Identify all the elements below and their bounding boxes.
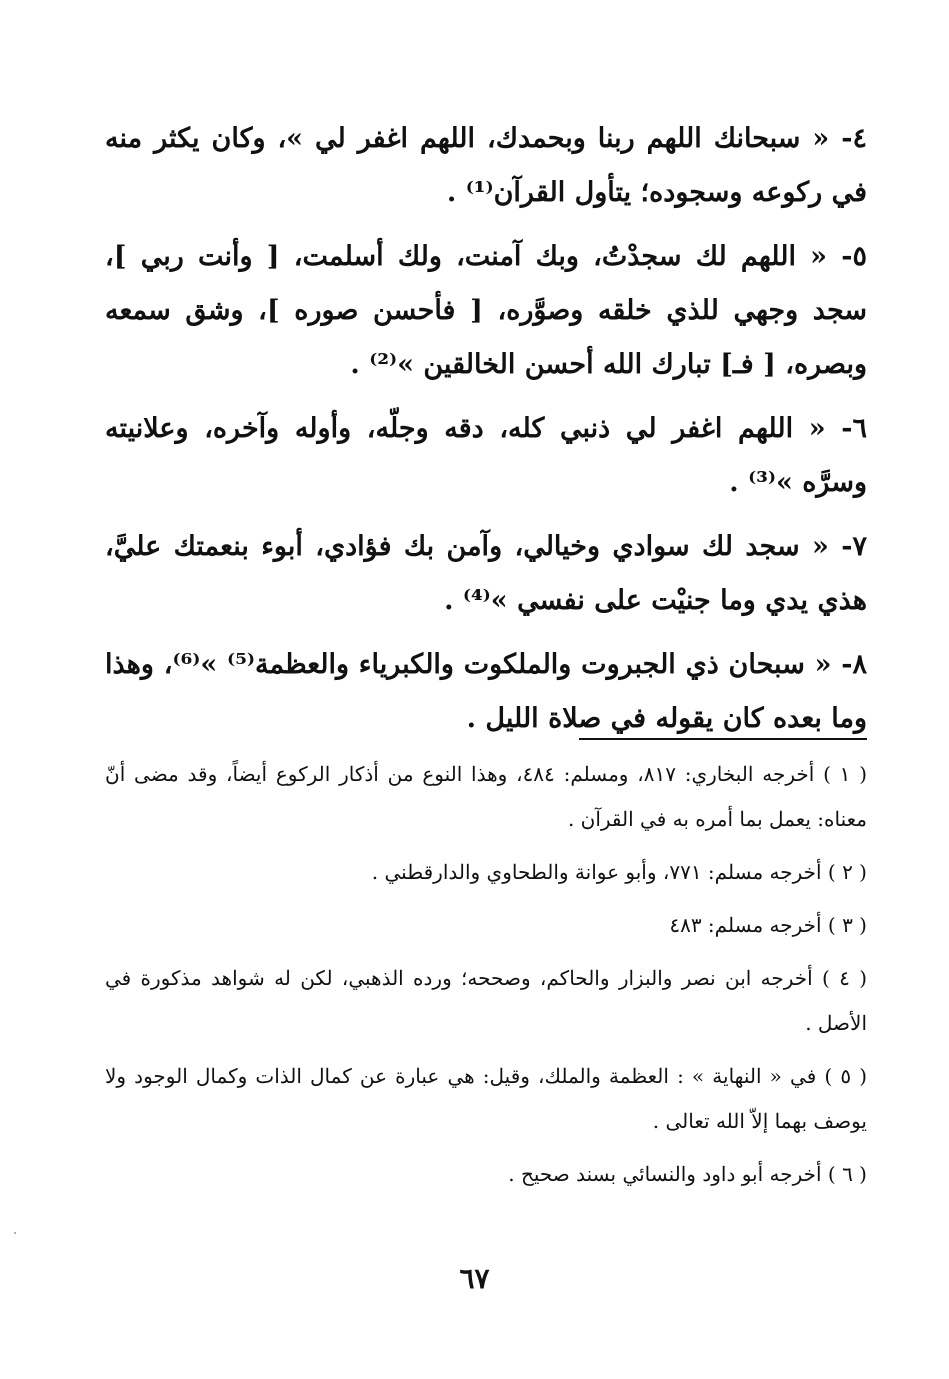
footnote-3: ( ٣ ) أخرجه مسلم: ٤٨٣ bbox=[669, 913, 867, 937]
footnote-5: ( ٥ ) في « النهاية » : العظمة والملك، وقيل: هي عبارة عن كمال الذات وكمال الوجود ولا يوصف بهما إلاّ الله تعالى . bbox=[105, 1064, 867, 1133]
footnote-2: ( ٢ ) أخرجه مسلم: ٧٧١، وأبو عوانة والطحاوي والدارقطني . bbox=[371, 860, 867, 884]
dua-paragraph-6: ٦- « اللهم اغفر لي ذنبي كله، دقه وجلّه، وأوله وآخره، وعلانيته وسرَّه »⁽³⁾ . bbox=[105, 413, 867, 498]
main-text bbox=[105, 112, 867, 756]
footnote-6: ( ٦ ) أخرجه أبو داود والنسائي بسند صحيح . bbox=[508, 1162, 867, 1186]
footnotes bbox=[105, 752, 867, 1205]
dua-paragraph-4: ٤- « سبحانك اللهم ربنا وبحمدك، اللهم اغفر لي »، وكان يكثر منه في ركوعه وسجوده؛ يتأول القرآن⁽¹⁾ . bbox=[105, 123, 867, 208]
dua-paragraph-5: ٥- « اللهم لك سجدْتُ، وبك آمنت، ولك أسلمت، [ وأنت ربي ]، سجد وجهي للذي خلقه وصوَّره، [ فأحسن صوره ]، وشق سمعه وبصره، [ فـ] تبارك الله أحسن الخالقين »⁽²⁾ . bbox=[105, 241, 867, 380]
page-number: ٦٧ bbox=[459, 1262, 490, 1295]
scan-speck bbox=[14, 1232, 16, 1234]
footnote-separator bbox=[579, 738, 867, 740]
footnote-1: ( ١ ) أخرجه البخاري: ٨١٧، ومسلم: ٤٨٤، وهذا النوع من أذكار الركوع أيضاً، وقد مضى أنّ معناه: يعمل بما أمره به في القرآن . bbox=[105, 762, 867, 831]
footnote-4: ( ٤ ) أخرجه ابن نصر والبزار والحاكم، وصححه؛ ورده الذهبي، لكن له شواهد مذكورة في الأصل . bbox=[105, 966, 867, 1035]
dua-paragraph-7: ٧- « سجد لك سوادي وخيالي، وآمن بك فؤادي، أبوء بنعمتك عليَّ، هذي يدي وما جنيْت على نفسي »⁽⁴⁾ . bbox=[105, 531, 867, 616]
dua-paragraph-8: ٨- « سبحان ذي الجبروت والملكوت والكبرياء والعظمة⁽⁵⁾ »⁽⁶⁾، وهذا وما بعده كان يقوله في صلاة الليل . bbox=[105, 649, 868, 734]
